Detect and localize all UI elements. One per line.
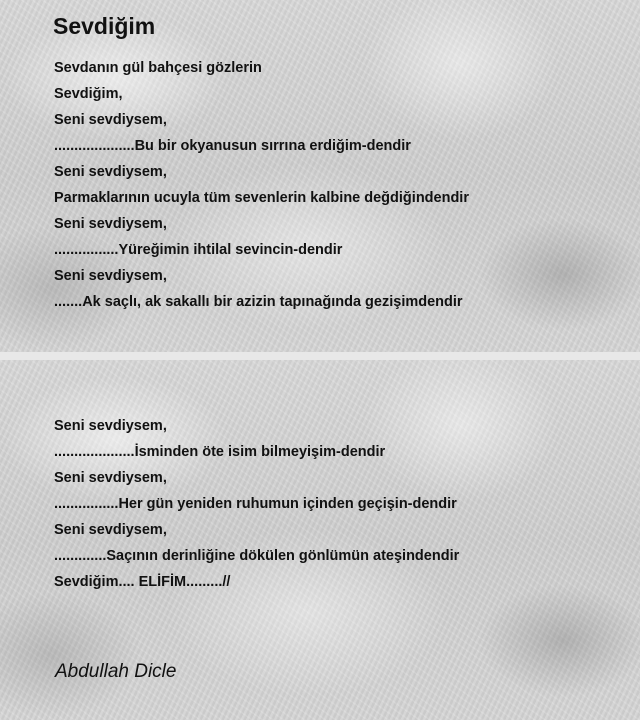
poem-line: ....................İsminden öte isim bilmeyişim-dendir [54,444,386,460]
poem-title: Sevdiğim [53,13,156,39]
poem-line: Seni sevdiysem, [54,216,167,232]
poem-line: Seni sevdiysem, [54,164,167,180]
poem-stanza-2 [54,413,459,595]
poem-line: Seni sevdiysem, [54,418,167,434]
poem-line: Seni sevdiysem, [54,470,167,486]
poem-line: Seni sevdiysem, [54,268,167,284]
poem-line: ................Yüreğimin ihtilal sevincin-dendir [54,242,343,258]
poem-line: .............Saçının derinliğine dökülen gönlümün ateşindendir [54,548,460,564]
poem-line: Sevdiğim, [54,86,123,102]
poem-line: Sevdiğim.... ELİFİM.........// [54,574,231,590]
poem-line: .......Ak saçlı, ak sakallı bir azizin tapınağında gezişimdendir [54,294,463,310]
card-separator [0,352,640,360]
poem-line: ....................Bu bir okyanusun sırrına erdiğim-dendir [54,138,411,154]
poem-line: Seni sevdiysem, [54,112,167,128]
poem-card-top [0,0,640,352]
poem-line: ................Her gün yeniden ruhumun içinden geçişin-dendir [54,496,457,512]
poem-line: Sevdanın gül bahçesi gözlerin [54,60,262,76]
poem-stanza-1 [54,55,469,315]
poem-line: Seni sevdiysem, [54,522,167,538]
poem-author: Abdullah Dicle [55,661,177,682]
poem-line: Parmaklarının ucuyla tüm sevenlerin kalbine değdiğindendir [54,190,469,206]
